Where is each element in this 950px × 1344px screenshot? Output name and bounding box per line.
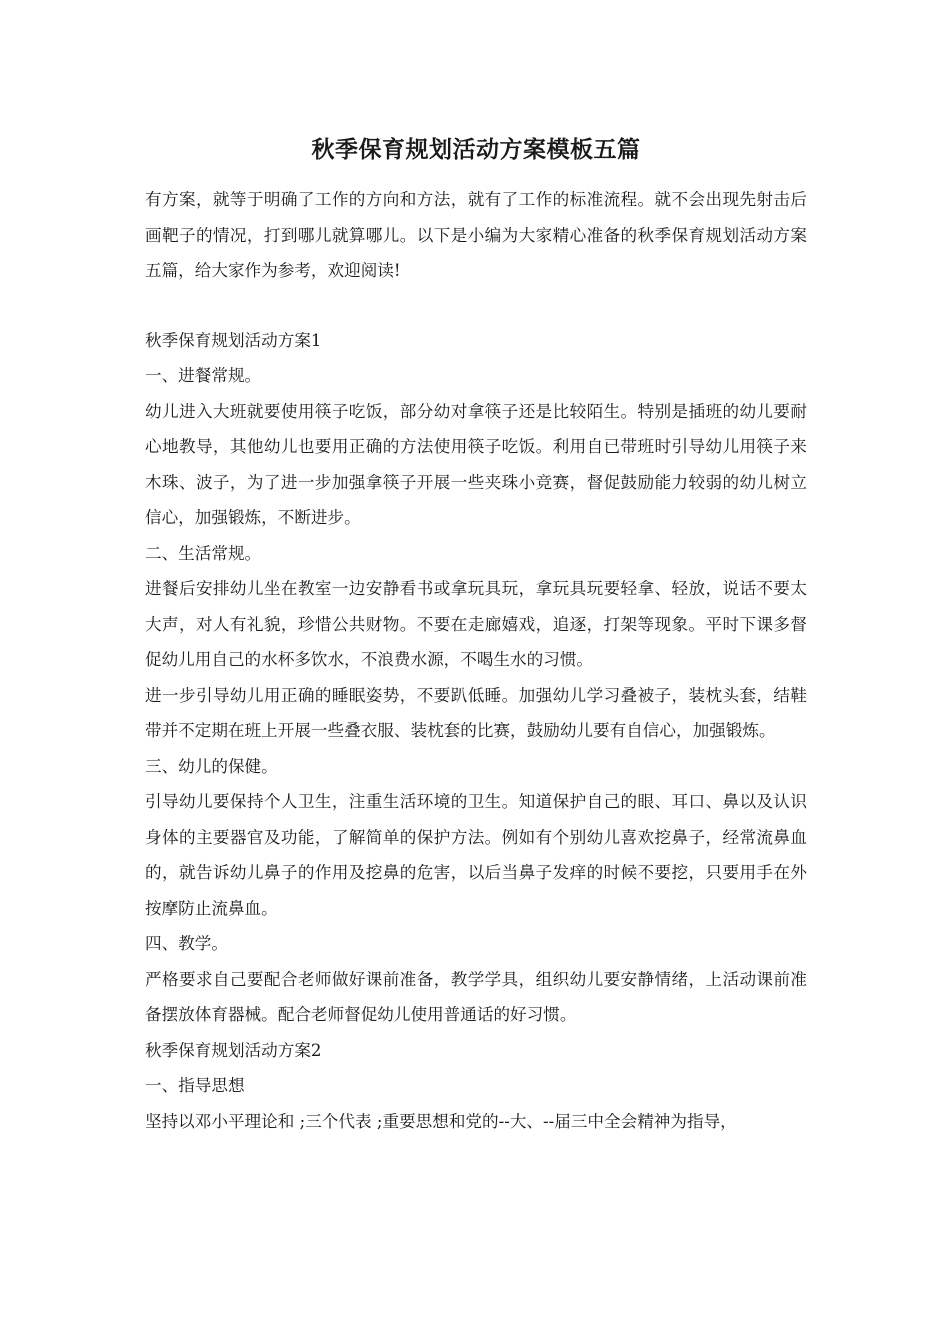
subheading-teaching: 四、教学。 [145,934,228,953]
body-paragraph: 幼儿进入大班就要使用筷子吃饭，部分幼对拿筷子还是比较陌生。特别是插班的幼儿要耐心地教导，其他幼儿也要用正确的方法使用筷子吃饭。利用自已带班时引导幼儿用筷子来木珠、波子，为了进一步加强拿筷子开展一些夹珠小竞赛，督促鼓励能力较弱的幼儿树立信心，加强锻炼，不断进步。 [145,401,807,527]
body-paragraph: 严格要求自己要配合老师做好课前准备，教学学具，组织幼儿要安静情绪，上活动课前准备摆放体育器械。配合老师督促幼儿使用普通话的好习惯。 [145,969,807,1024]
body-paragraph: 进餐后安排幼儿坐在教室一边安静看书或拿玩具玩，拿玩具玩要轻拿、轻放，说话不要太大声，对人有礼貌，珍惜公共财物。不要在走廊嬉戏，追逐，打架等现象。平时下课多督促幼儿用自己的水杯多饮水，不浪费水源，不喝生水的习惯。 [145,579,807,669]
paragraph-gap [145,289,807,323]
body-paragraph: 引导幼儿要保持个人卫生，注重生活环境的卫生。知道保护自己的眼、耳口、鼻以及认识身体的主要器官及功能，了解简单的保护方法。例如有个别幼儿喜欢挖鼻子，经常流鼻血的，就告诉幼儿鼻子的作用及挖鼻的危害，以后当鼻子发痒的时候不要挖，只要用手在外按摩防止流鼻血。 [145,792,807,918]
body-paragraph: 进一步引导幼儿用正确的睡眠姿势，不要趴低睡。加强幼儿学习叠被子，装枕头套，结鞋带并不定期在班上开展一些叠衣服、装枕套的比赛，鼓励幼儿要有自信心，加强锻炼。 [145,685,807,740]
document-title: 秋季保育规划活动方案模板五篇 [311,136,641,163]
body-paragraph: 坚持以邓小平理论和 ;三个代表 ;重要思想和党的--大、--届三中全会精神为指导， [145,1111,737,1131]
section-heading-plan-1: 秋季保育规划活动方案1 [145,330,322,350]
document-page [145,130,807,1139]
intro-paragraph: 有方案，就等于明确了工作的方向和方法，就有了工作的标准流程。就不会出现先射击后画靶子的情况，打到哪儿就算哪儿。以下是小编为大家精心准备的秋季保育规划活动方案五篇，给大家作为参考，欢迎阅读! [145,190,807,280]
subheading-life-routine: 二、生活常规。 [145,543,262,563]
subheading-guiding-ideology: 一、指导思想 [145,1076,245,1095]
subheading-health-care: 三、幼儿的保健。 [145,756,278,776]
subheading-meal-routine: 一、进餐常规。 [145,366,262,385]
section-heading-plan-2: 秋季保育规划活动方案2 [145,1040,322,1060]
